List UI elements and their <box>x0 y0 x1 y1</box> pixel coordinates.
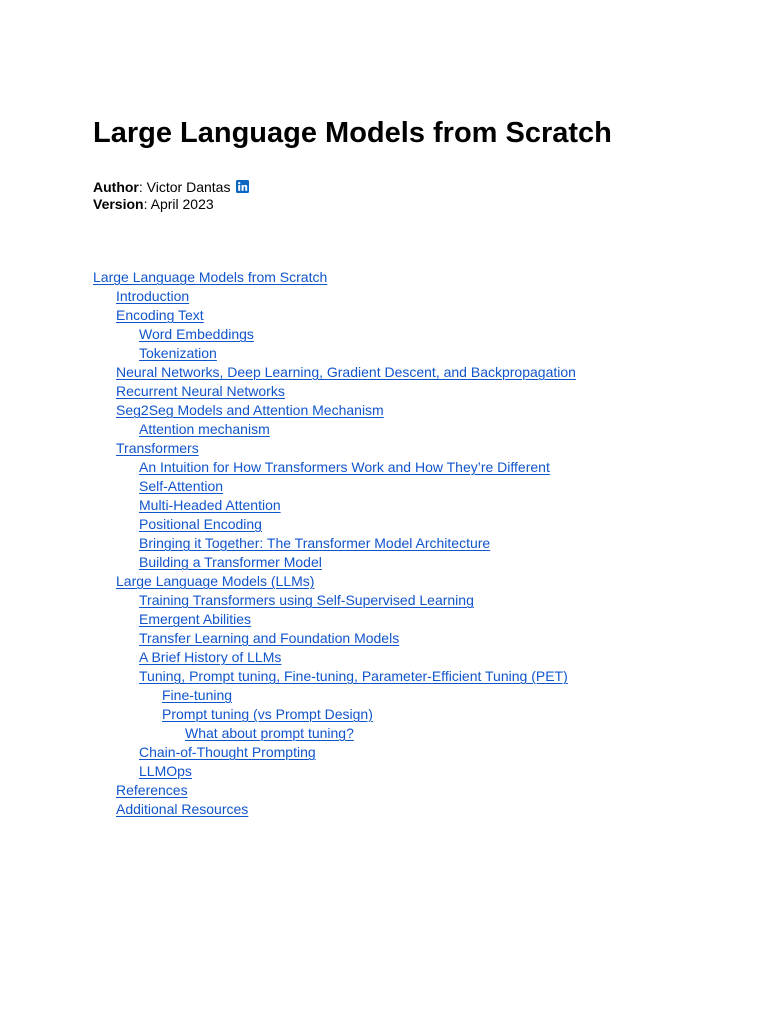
toc-link[interactable]: Additional Resources <box>116 801 249 817</box>
toc-link[interactable]: Large Language Models (LLMs) <box>116 573 315 589</box>
toc-link[interactable]: Large Language Models from Scratch <box>93 269 328 285</box>
toc-item <box>93 477 576 496</box>
toc-link[interactable]: Building a Transformer Model <box>139 554 322 570</box>
document-title: Large Language Models from Scratch <box>93 117 612 149</box>
toc-link[interactable]: A Brief History of LLMs <box>139 649 282 665</box>
version-value: April 2023 <box>150 196 214 212</box>
toc-link[interactable]: Attention mechanism <box>139 421 270 437</box>
toc-item <box>93 648 576 667</box>
toc-link[interactable]: Transformers <box>116 440 199 456</box>
toc-item <box>93 401 576 420</box>
toc-link[interactable]: Neural Networks, Deep Learning, Gradient Descent, and Backpropagation <box>116 364 576 380</box>
document-meta <box>93 179 249 213</box>
table-of-contents <box>93 268 576 819</box>
toc-item <box>93 496 576 515</box>
toc-link[interactable]: Prompt tuning (vs Prompt Design) <box>162 706 373 722</box>
author-name: Victor Dantas <box>146 179 231 195</box>
toc-item <box>93 667 576 686</box>
toc-link[interactable]: Bringing it Together: The Transformer Model Architecture <box>139 535 491 551</box>
toc-item <box>93 724 576 743</box>
toc-item <box>93 306 576 325</box>
toc-item <box>93 382 576 401</box>
author-line <box>93 179 249 196</box>
toc-link[interactable]: An Intuition for How Transformers Work and How They’re Different <box>139 459 550 475</box>
toc-link[interactable]: Encoding Text <box>116 307 204 323</box>
toc-item <box>93 344 576 363</box>
toc-item <box>93 762 576 781</box>
toc-item <box>93 515 576 534</box>
toc-link[interactable]: Transfer Learning and Foundation Models <box>139 630 400 646</box>
toc-item <box>93 363 576 382</box>
toc-item <box>93 553 576 572</box>
toc-link[interactable]: Fine-tuning <box>162 687 233 703</box>
toc-item <box>93 800 576 819</box>
toc-item <box>93 572 576 591</box>
toc-link[interactable]: Introduction <box>116 288 190 304</box>
toc-item <box>93 686 576 705</box>
toc-item <box>93 458 576 477</box>
toc-link[interactable]: LLMOps <box>139 763 192 779</box>
version-line <box>93 196 249 213</box>
toc-item <box>93 610 576 629</box>
version-label: Version <box>93 196 144 212</box>
toc-item <box>93 287 576 306</box>
toc-link[interactable]: Recurrent Neural Networks <box>116 383 285 399</box>
toc-link[interactable]: Chain-of-Thought Prompting <box>139 744 316 760</box>
toc-item <box>93 268 576 287</box>
author-separator: : <box>138 179 147 195</box>
toc-item <box>93 781 576 800</box>
toc-link[interactable]: What about prompt tuning? <box>185 725 354 741</box>
toc-link[interactable]: References <box>116 782 188 798</box>
toc-link[interactable]: Multi-Headed Attention <box>139 497 281 513</box>
version-separator: : <box>143 196 151 212</box>
toc-link[interactable]: Word Embeddings <box>139 326 254 342</box>
toc-link[interactable]: Training Transformers using Self-Supervised Learning <box>139 592 474 608</box>
toc-item <box>93 325 576 344</box>
linkedin-icon[interactable] <box>236 180 249 193</box>
toc-link[interactable]: Seg2Seg Models and Attention Mechanism <box>116 402 384 418</box>
toc-item <box>93 439 576 458</box>
toc-item <box>93 629 576 648</box>
toc-item <box>93 420 576 439</box>
toc-link[interactable]: Positional Encoding <box>139 516 262 532</box>
toc-link[interactable]: Self-Attention <box>139 478 224 494</box>
toc-link[interactable]: Emergent Abilities <box>139 611 252 627</box>
toc-item <box>93 534 576 553</box>
toc-item <box>93 591 576 610</box>
toc-item <box>93 705 576 724</box>
toc-link[interactable]: Tuning, Prompt tuning, Fine-tuning, Parameter-Efficient Tuning (PET) <box>139 668 568 684</box>
toc-item <box>93 743 576 762</box>
author-label: Author <box>93 179 139 195</box>
toc-link[interactable]: Tokenization <box>139 345 217 361</box>
